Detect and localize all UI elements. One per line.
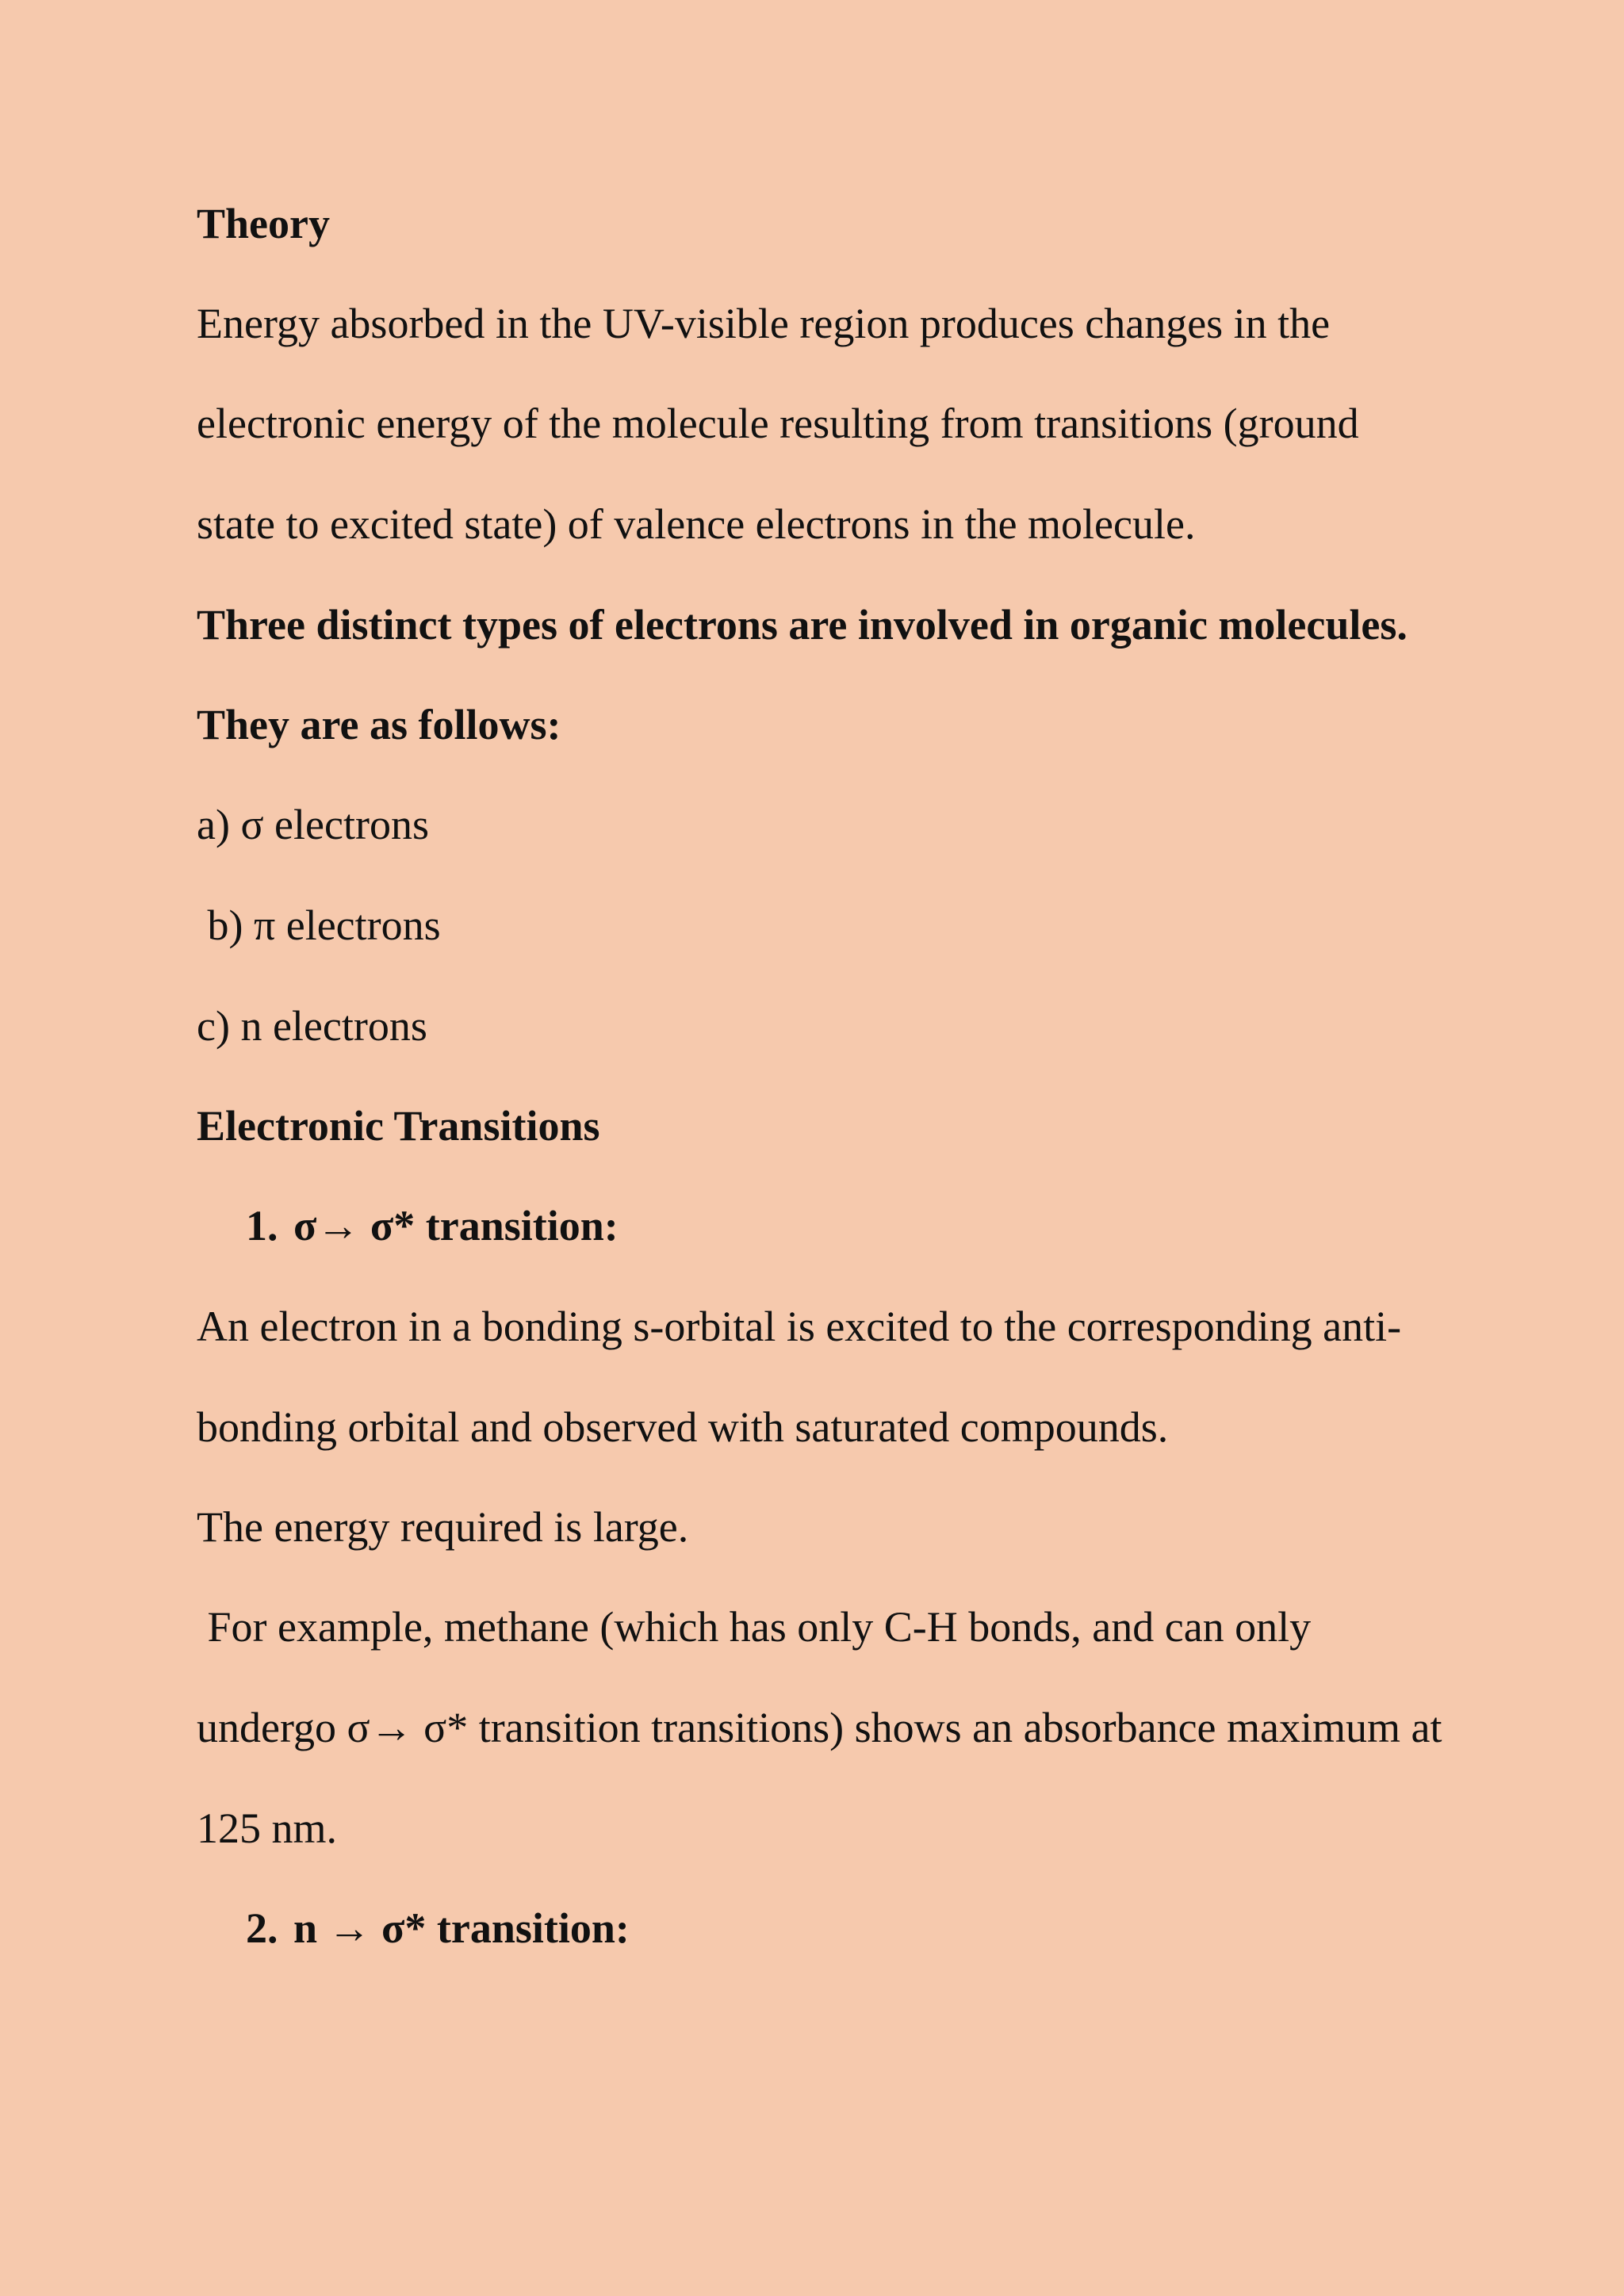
intro-line-3: state to excited state) of valence electrons in the molecule. [197,500,1196,548]
electron-type-pi: b) π electrons [197,901,441,949]
transition-1-number: 1. [246,1202,278,1249]
sigma-transition-line-5: undergo σ→ σ* transition transitions) shows an absorbance maximum at [197,1704,1442,1751]
transition-1-title: σ→ σ* transition: [293,1202,619,1249]
transition-2-title: n → σ* transition: [293,1904,630,1952]
electron-type-sigma: a) σ electrons [197,801,429,848]
electron-types-statement: Three distinct types of electrons are involved in organic molecules. [197,601,1408,649]
sigma-transition-line-1: An electron in a bonding s-orbital is excited to the corresponding anti- [197,1303,1402,1350]
intro-line-1: Energy absorbed in the UV-visible region produces changes in the [197,300,1331,347]
sigma-transition-line-4: For example, methane (which has only C-H bonds, and can only [197,1603,1312,1651]
sigma-transition-line-2: bonding orbital and observed with saturated compounds. [197,1403,1169,1451]
electron-types-follows: They are as follows: [197,701,561,748]
theory-heading: Theory [197,200,330,247]
transition-1-heading [246,1200,619,1251]
electronic-transitions-heading: Electronic Transitions [197,1102,600,1150]
electron-type-n: c) n electrons [197,1002,427,1050]
sigma-transition-line-3: The energy required is large. [197,1503,689,1551]
sigma-transition-line-6: 125 nm. [197,1804,338,1852]
transition-2-heading [246,1903,630,1954]
intro-line-2: electronic energy of the molecule resulting from transitions (ground [197,400,1359,447]
transition-2-number: 2. [246,1904,278,1952]
